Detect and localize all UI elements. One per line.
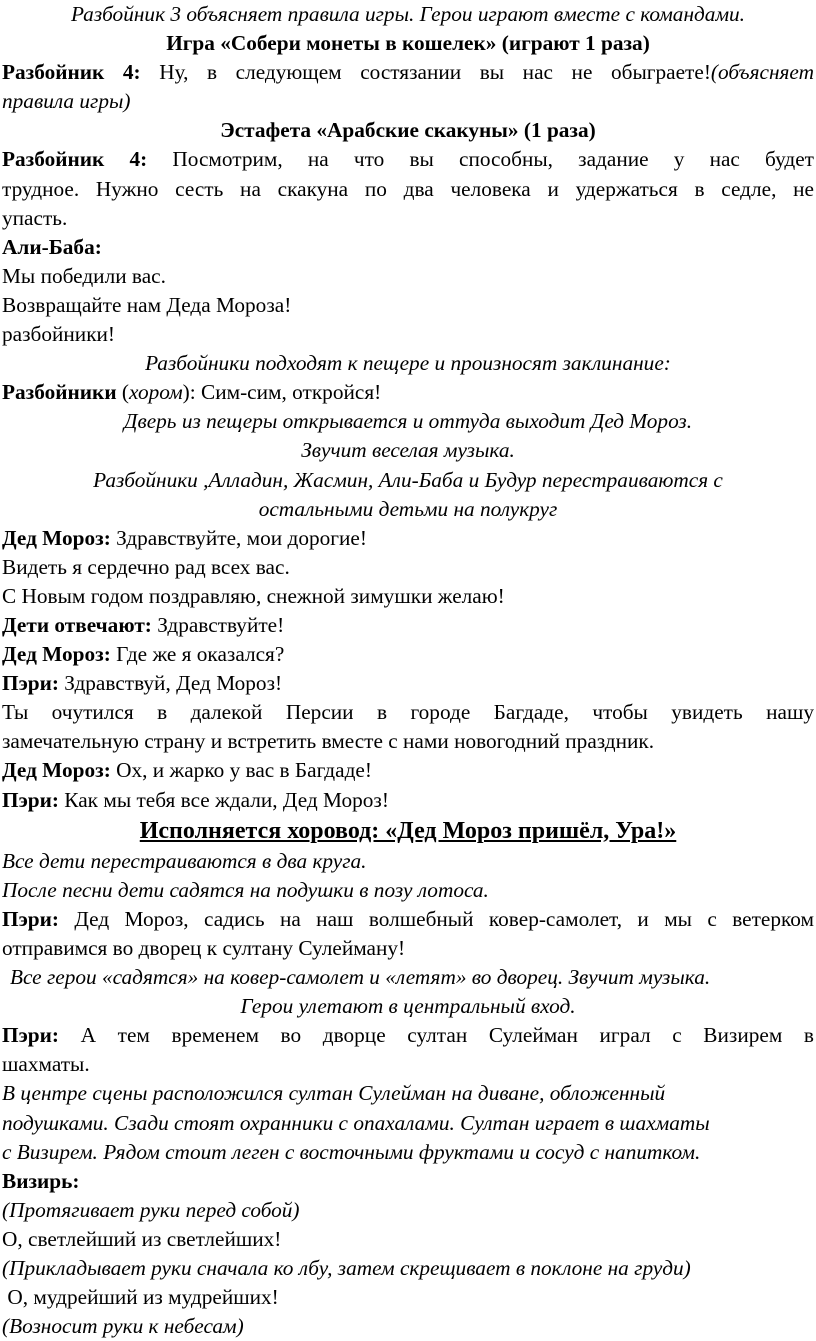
stage-direction: Все дети перестраиваются в два круга. xyxy=(2,848,367,873)
speech: Здравствуйте, мои дорогие! xyxy=(110,525,367,550)
text-line: Видеть я сердечно рад всех вас. xyxy=(2,554,290,579)
remark-line: правила игры) xyxy=(2,89,131,114)
game-title: Игра «Собери монеты в кошелек» (играют 1 раза) xyxy=(166,31,650,56)
dialogue-line xyxy=(2,669,814,698)
text-line: шахматы. xyxy=(2,1052,90,1077)
stage-direction: Звучит веселая музыка. xyxy=(301,438,515,463)
dialogue-line xyxy=(2,145,814,174)
stage-direction: Дверь из пещеры открывается и оттуда выходит Дед Мороз. xyxy=(123,409,693,434)
speaker-line: Али-Баба: xyxy=(2,234,102,259)
text-line: Ты очутился в далекой Персии в городе Багдаде, чтобы увидеть нашу xyxy=(2,700,814,725)
text-line: Мы победили вас. xyxy=(2,263,166,288)
paren-open: ( xyxy=(116,380,130,405)
text-line: О, светлейший из светлейших! xyxy=(2,1226,282,1251)
text-line: разбойники! xyxy=(2,322,116,347)
speaker: Пэри: xyxy=(2,671,59,696)
dialogue-line xyxy=(2,378,814,407)
speaker: Пэри: xyxy=(2,906,59,931)
speaker: Разбойники xyxy=(2,380,117,405)
dialogue-line xyxy=(2,786,814,815)
speech: Ну, в следующем состязании вы нас не обыграете! xyxy=(140,60,711,85)
dialogue-line xyxy=(2,756,814,785)
speaker: Разбойник 4: xyxy=(2,60,141,85)
stage-direction: После песни дети садятся на подушки в позу лотоса. xyxy=(2,877,489,902)
text-line: О, мудрейший из мудрейших! xyxy=(2,1285,279,1310)
stage-direction: остальными детьми на полукруг xyxy=(258,496,558,521)
speech: Посмотрим, на что вы способны, задание у нас будет xyxy=(147,147,814,172)
text-line: замечательную страну и встретить вместе с нами новогодний праздник. xyxy=(2,729,655,754)
dialogue-line xyxy=(2,1021,814,1050)
stage-direction: Разбойники подходят к пещере и произносят заклинание: xyxy=(145,351,671,376)
remark: (объясняет xyxy=(710,60,814,85)
speaker: Дети отвечают: xyxy=(2,612,152,637)
stage-direction: (Возносит руки к небесам) xyxy=(2,1314,244,1339)
stage-direction: Герои улетают в центральный вход. xyxy=(240,994,576,1019)
speech: Ох, и жарко у вас в Багдаде! xyxy=(110,758,372,783)
stage-direction: Разбойники ,Алладин, Жасмин, Али-Баба и Будур перестраиваются с xyxy=(93,467,723,492)
speaker: Пэри: xyxy=(2,1023,59,1048)
text-line: С Новым годом поздравляю, снежной зимушки желаю! xyxy=(2,583,505,608)
speech: Где же я оказался? xyxy=(110,642,285,667)
speech: Дед Мороз, садись на наш волшебный ковер-самолет, и мы с ветерком xyxy=(58,906,814,931)
stage-direction: с Визирем. Рядом стоит леген с восточными фруктами и сосуд с напитком. xyxy=(2,1139,701,1164)
dialogue-line xyxy=(2,524,814,553)
dialogue-line xyxy=(2,58,814,87)
speech: А тем временем во дворце султан Сулейман играл с Визирем в xyxy=(58,1023,814,1048)
text-line: трудное. Нужно сесть на скакуна по два человека и удержаться в седле, не xyxy=(2,176,814,201)
section-heading: Исполняется хоровод: «Дед Мороз пришёл, Ура!» xyxy=(139,817,677,844)
speech: Здравствуй, Дед Мороз! xyxy=(58,671,283,696)
stage-direction: Все герои «садятся» на ковер-самолет и «летят» во дворец. Звучит музыка. xyxy=(10,965,711,990)
text-line: Возвращайте нам Деда Мороза! xyxy=(2,292,292,317)
stage-direction: Разбойник 3 объясняет правила игры. Герои играют вместе с командами. xyxy=(70,2,746,26)
speech: Как мы тебя все ждали, Дед Мороз! xyxy=(58,787,389,812)
stage-direction: В центре сцены расположился султан Сулейман на диване, обложенный xyxy=(2,1081,666,1106)
stage-direction: (Протягивает руки перед собой) xyxy=(2,1197,300,1222)
speaker: Пэри: xyxy=(2,787,59,812)
speech: Здравствуйте! xyxy=(151,612,285,637)
dialogue-line xyxy=(2,611,814,640)
text-line: упасть. xyxy=(2,205,68,230)
stage-direction: (Прикладывает руки сначала ко лбу, затем скрещивает в поклоне на груди) xyxy=(2,1256,691,1281)
remark: хором xyxy=(129,380,183,405)
text-line: отправимся во дворец к султану Сулейману! xyxy=(2,936,406,960)
stage-direction: подушками. Сзади стоят охранники с опахалами. Султан играет в шахматы xyxy=(2,1110,710,1135)
relay-title: Эстафета «Арабские скакуны» (1 раза) xyxy=(220,118,596,143)
speaker: Дед Мороз: xyxy=(2,642,111,667)
speaker: Дед Мороз: xyxy=(2,758,111,783)
dialogue-line xyxy=(2,640,814,669)
dialogue-line xyxy=(2,905,814,934)
speaker-line: Визирь: xyxy=(2,1168,80,1193)
speaker: Дед Мороз: xyxy=(2,525,111,550)
speech: ): Сим-сим, откройся! xyxy=(182,380,382,405)
speaker: Разбойник 4: xyxy=(2,147,148,172)
